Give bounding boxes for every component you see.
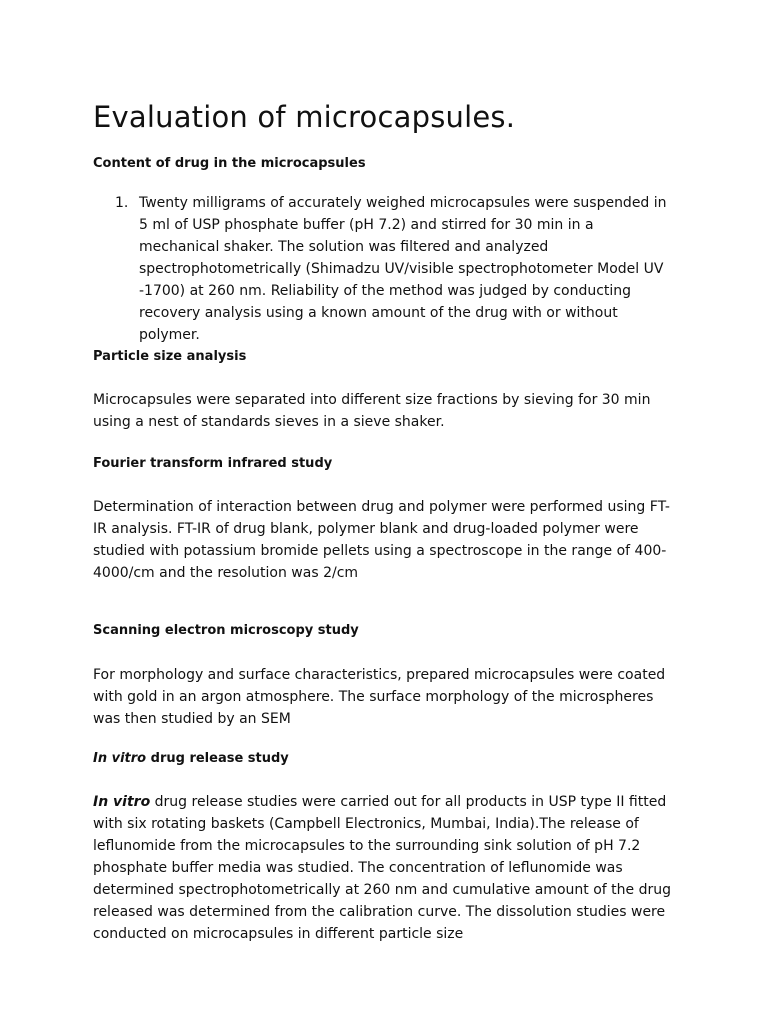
list-item [93,192,678,346]
document-page [93,98,678,945]
section-heading-in-vitro [93,748,678,770]
section-heading-sem: Scanning electron microscopy study [93,623,359,638]
drug-content-list [93,192,678,346]
list-item-number: 1. [115,195,129,211]
paragraph-rest-text: drug release studies were carried out for all products in USP type II fitted with six rotating baskets (Campbell Electronics, Mumbai, India).The release of leflunomide from the microcapsules to the surrounding sink solution of pH 7.2 phosphate buffer media was studied. The concentration of leflunomide was determined spectrophotometrically at 260 nm and cumulative amount of the drug released was determined from the calibration curve. The dissolution studies were conducted on microcapsules in different particle size [93,794,671,942]
paragraph-italic-term: In vitro [93,794,151,810]
heading-rest-text: drug release study [146,751,289,766]
list-item-text: Twenty milligrams of accurately weighed microcapsules were suspended in 5 ml of USP phosphate buffer (pH 7.2) and stirred for 30 min in a mechanical shaker. The solution was filtered and analyzed spectrophotometrically (Shimadzu UV/visible spectrophotometer Model UV -1700) at 260 nm. Reliability of the method was judged by conducting recovery analysis using a known amount of the drug with or without polymer. [139,195,667,343]
paragraph-in-vitro [93,791,678,945]
paragraph-particle-size: Microcapsules were separated into different size fractions by sieving for 30 min using a nest of standards sieves in a sieve shaker. [93,392,651,430]
heading-italic-term: In vitro [93,751,147,766]
section-heading-drug-content: Content of drug in the microcapsules [93,156,366,171]
section-heading-ftir: Fourier transform infrared study [93,456,333,471]
paragraph-sem: For morphology and surface characteristics, prepared microcapsules were coated with gold in an argon atmosphere. The surface morphology of the microspheres was then studied by an SEM [93,667,666,727]
paragraph-ftir: Determination of interaction between drug and polymer were performed using FT-IR analysis. FT-IR of drug blank, polymer blank and drug-loaded polymer were studied with potassium bromide pellets using a spectroscope in the range of 400-4000/cm and the resolution was 2/cm [93,499,670,581]
document-title: Evaluation of microcapsules. [93,100,516,134]
section-heading-particle-size: Particle size analysis [93,349,247,364]
